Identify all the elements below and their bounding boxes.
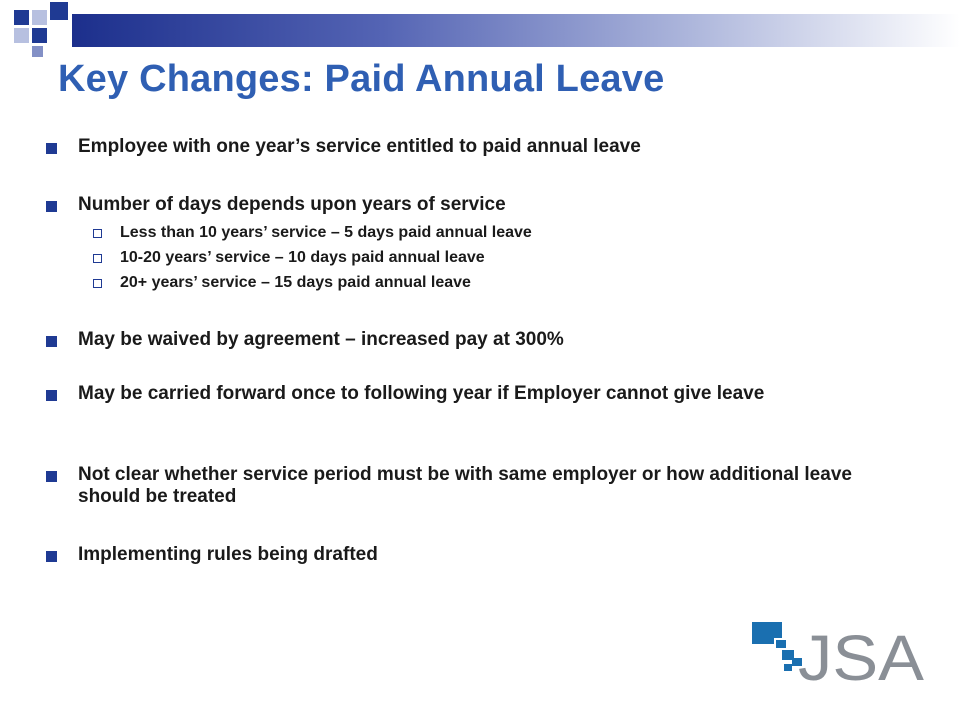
square-bullet-icon [46, 201, 57, 212]
bullet-text: May be waived by agreement – increased pay at 300% [78, 329, 564, 350]
bullet-text: Employee with one year’s service entitled to paid annual leave [78, 136, 641, 157]
bullet-text: Not clear whether service period must be with same employer or how additional leave should be treated [78, 464, 852, 507]
square-bullet-icon [46, 551, 57, 562]
square-bullet-icon [46, 143, 57, 154]
hollow-square-bullet-icon [93, 279, 102, 288]
square-bullet-icon [46, 471, 57, 482]
hollow-square-bullet-icon [93, 229, 102, 238]
corner-square-light-1 [32, 10, 47, 25]
jsa-logo-squares-icon [752, 620, 932, 696]
corner-square-mid [32, 46, 43, 57]
bullet-text: May be carried forward once to following year if Employer cannot give leave [78, 383, 765, 404]
corner-square-light-2 [14, 28, 29, 43]
sub-bullet-text: 10-20 years’ service – 10 days paid annual leave [120, 249, 485, 266]
slide-title: Key Changes: Paid Annual Leave [58, 58, 665, 100]
corner-square-navy-1 [14, 10, 29, 25]
jsa-logo [752, 620, 932, 696]
square-bullet-icon [46, 390, 57, 401]
sub-bullet-text: 20+ years’ service – 15 days paid annual leave [120, 274, 471, 291]
sub-bullet-text: Less than 10 years’ service – 5 days paid annual leave [120, 224, 532, 241]
bullet-text: Number of days depends upon years of service [78, 194, 506, 215]
logo-text: JSA [798, 622, 925, 694]
corner-square-navy-2 [50, 2, 68, 20]
bullet-text: Implementing rules being drafted [78, 544, 378, 565]
corner-square-navy-3 [32, 28, 47, 43]
square-bullet-icon [46, 336, 57, 347]
hollow-square-bullet-icon [93, 254, 102, 263]
header-gradient-bar [72, 14, 960, 47]
